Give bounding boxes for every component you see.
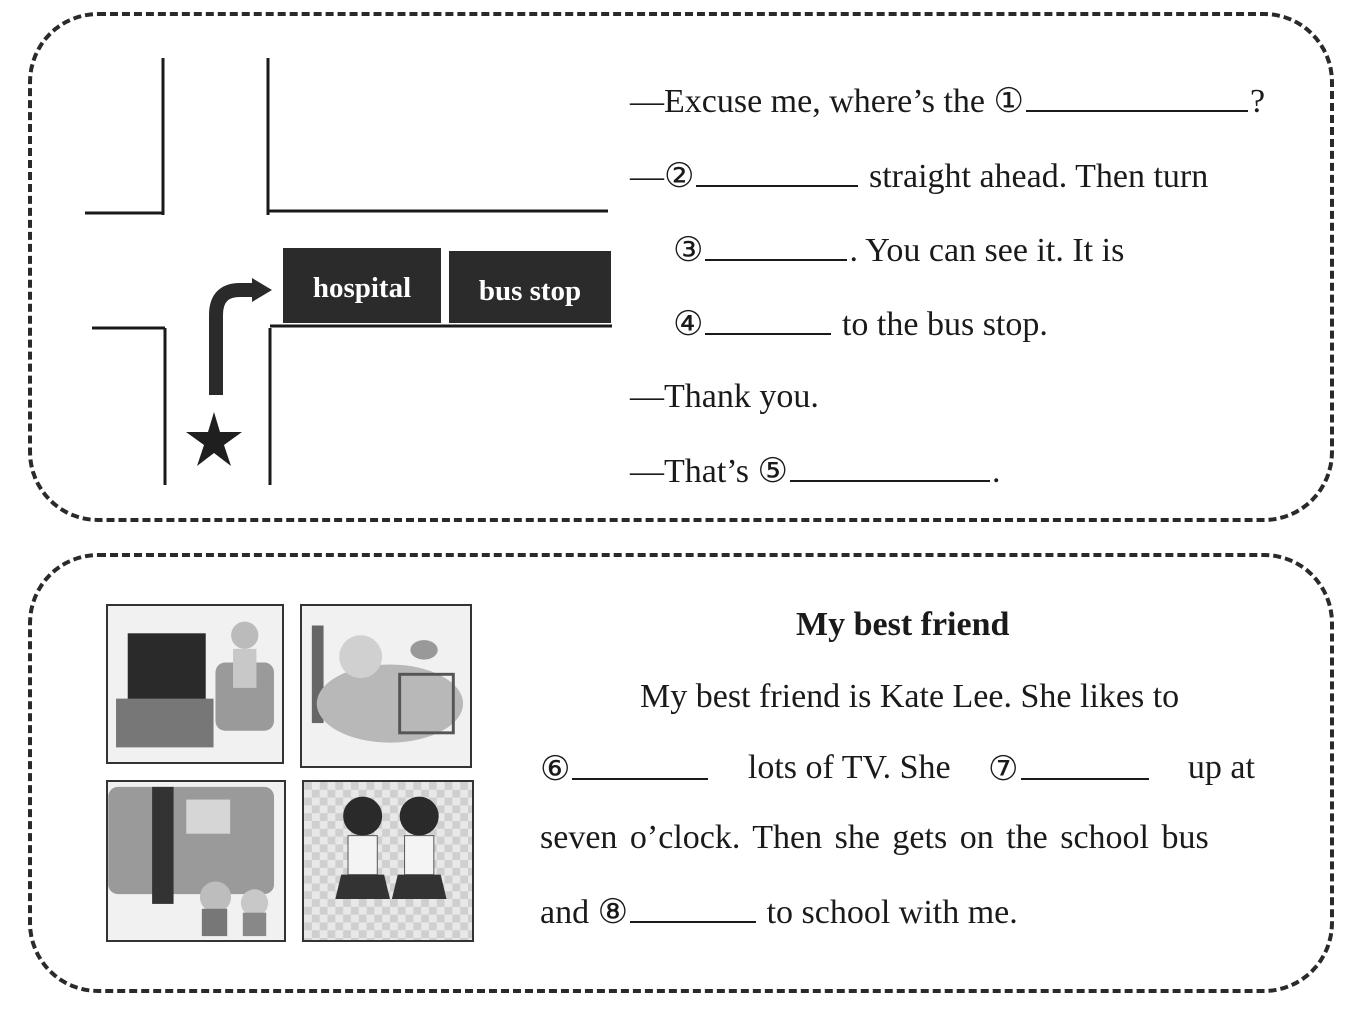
dialogue-line-4: ④ to the bus stop. [673, 303, 1048, 345]
blank-1[interactable] [1026, 80, 1248, 112]
blank-number-3: ③ [673, 232, 704, 269]
blank-6[interactable] [572, 748, 708, 780]
two-girls-walking-icon [302, 780, 474, 942]
street-map [80, 50, 620, 490]
dialogue-line-5: —Thank you. [630, 378, 819, 415]
blank-number-4: ④ [673, 306, 704, 343]
blank-2[interactable] [696, 155, 858, 187]
blank-number-1: ① [993, 83, 1024, 120]
blank-4[interactable] [705, 303, 831, 335]
arrow-head-icon [252, 278, 272, 302]
story-title: My best friend [796, 606, 1010, 643]
blank-number-5: ⑤ [757, 453, 788, 490]
blank-number-8: ⑧ [597, 894, 629, 931]
story-line-2: ⑥ lots of TV. She ⑦ up at [540, 749, 1255, 788]
blank-number-6: ⑥ [540, 751, 571, 788]
story-line-4: and ⑧ to school with me. [540, 891, 1018, 933]
blank-number-7: ⑦ [988, 751, 1019, 788]
story-line-1: My best friend is Kate Lee. She likes to [640, 678, 1180, 715]
route-arrow-icon [216, 290, 255, 395]
hospital-label: hospital [312, 272, 412, 304]
dialogue-line-6: —That’s ⑤ . [630, 450, 1000, 492]
blank-5[interactable] [790, 450, 990, 482]
blank-7[interactable] [1021, 748, 1149, 780]
dialogue-line-1: —Excuse me, where’s the ① ? [630, 80, 1265, 122]
school-bus-icon [106, 780, 286, 942]
blank-3[interactable] [705, 229, 847, 261]
story-line-3: seven o’clock. Then she gets on the school bus [540, 819, 1209, 856]
star-icon [186, 412, 242, 466]
blank-8[interactable] [630, 891, 756, 923]
dialogue-line-3: ③ . You can see it. It is [673, 229, 1124, 271]
dialogue-line-2: —② straight ahead. Then turn [630, 155, 1208, 197]
bus-stop-label: bus stop [478, 275, 582, 307]
waking-up-icon [300, 604, 472, 768]
blank-number-2: ② [664, 158, 695, 195]
tv-watching-icon [106, 604, 284, 764]
